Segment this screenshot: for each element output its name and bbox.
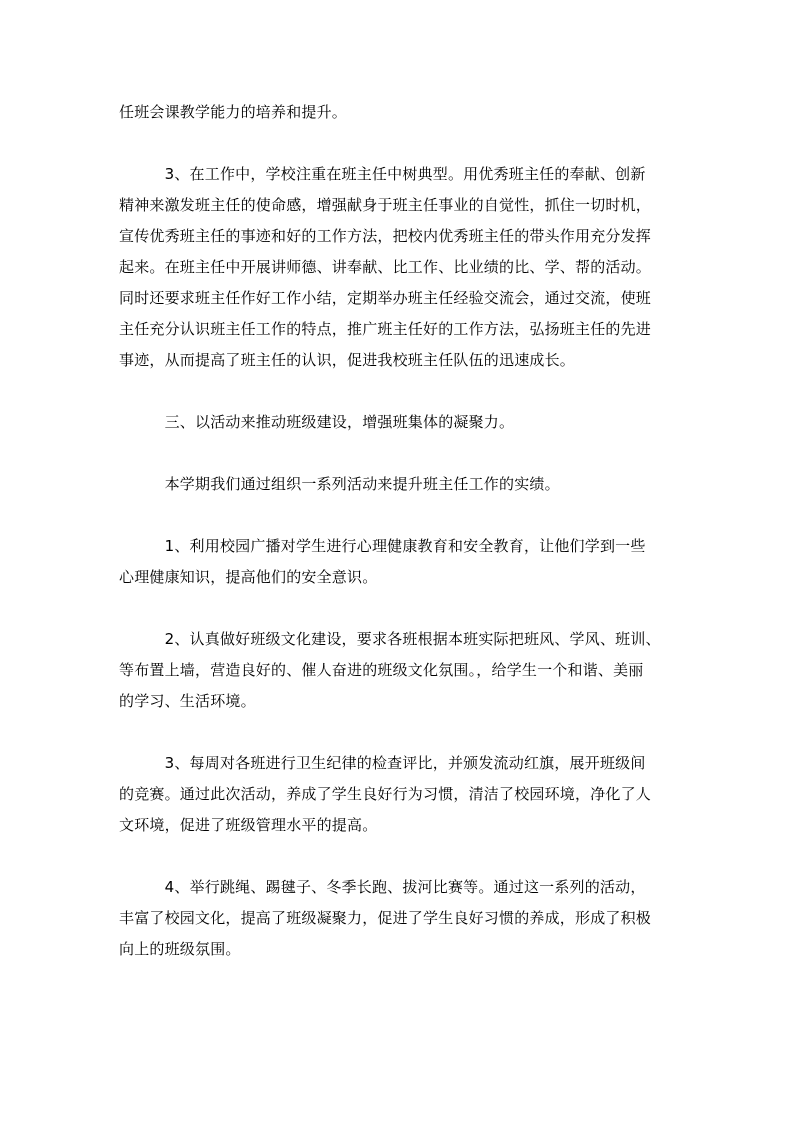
paragraph-item-3-typical-models: [119, 159, 679, 376]
text-line: 起来。在班主任中开展讲师德、讲奉献、比工作、比业绩的比、学、帮的活动。: [119, 258, 652, 276]
text-line: 2、认真做好班级文化建设，要求各班根据本班实际把班风、学风、班训、: [119, 630, 661, 648]
paragraph-item-2: [119, 624, 679, 717]
text-line: 3、每周对各班进行卫生纪律的检查评比，并颁发流动红旗，展开班级间: [119, 754, 646, 772]
text-line: 4、举行跳绳、踢毽子、冬季长跑、拔河比赛等。通过这一系列的活动，: [119, 878, 646, 896]
text-line: 3、在工作中，学校注重在班主任中树典型。用优秀班主任的奉献、创新: [119, 165, 646, 183]
text-line: 的学习、生活环境。: [119, 692, 256, 710]
paragraph-item-4: [119, 872, 679, 965]
paragraph-item-3: [119, 748, 679, 841]
text-line: 本学期我们通过组织一系列活动来提升班主任工作的实绩。: [119, 475, 560, 493]
paragraph-item-1: [119, 531, 679, 593]
text-line: 宣传优秀班主任的事迹和好的工作方法，把校内优秀班主任的带头作用充分发挥: [119, 227, 652, 245]
text-line: 三、以活动来推动班级建设，增强班集体的凝聚力。: [119, 413, 515, 431]
paragraph-continuation: [119, 97, 679, 128]
section-heading-3: [119, 407, 679, 438]
text-line: 心理健康知识，提高他们的安全意识。: [119, 568, 378, 586]
paragraph-intro: [119, 469, 679, 500]
text-line: 同时还要求班主任作好工作小结，定期举办班主任经验交流会，通过交流，使班: [119, 289, 652, 307]
text-line: 文环境，促进了班级管理水平的提高。: [119, 816, 378, 834]
text-line: 事迹，从而提高了班主任的认识，促进我校班主任队伍的迅速成长。: [119, 351, 576, 369]
text-line: 丰富了校园文化，提高了班级凝聚力，促进了学生良好习惯的养成，形成了积极: [119, 909, 652, 927]
text-line: 的竞赛。通过此次活动，养成了学生良好行为习惯，清洁了校园环境，净化了人: [119, 785, 652, 803]
text-line: 向上的班级氛围。: [119, 940, 241, 958]
text-line: 精神来激发班主任的使命感，增强献身于班主任事业的自觉性，抓住一切时机，: [119, 196, 652, 214]
text-line: 主任充分认识班主任工作的特点，推广班主任好的工作方法，弘扬班主任的先进: [119, 320, 652, 338]
text-line: 任班会课教学能力的培养和提升。: [119, 103, 348, 121]
text-line: 1、利用校园广播对学生进行心理健康教育和安全教育，让他们学到一些: [119, 537, 646, 555]
text-line: 等布置上墙，营造良好的、催人奋进的班级文化氛围。，给学生一个和谐、美丽: [119, 661, 644, 679]
